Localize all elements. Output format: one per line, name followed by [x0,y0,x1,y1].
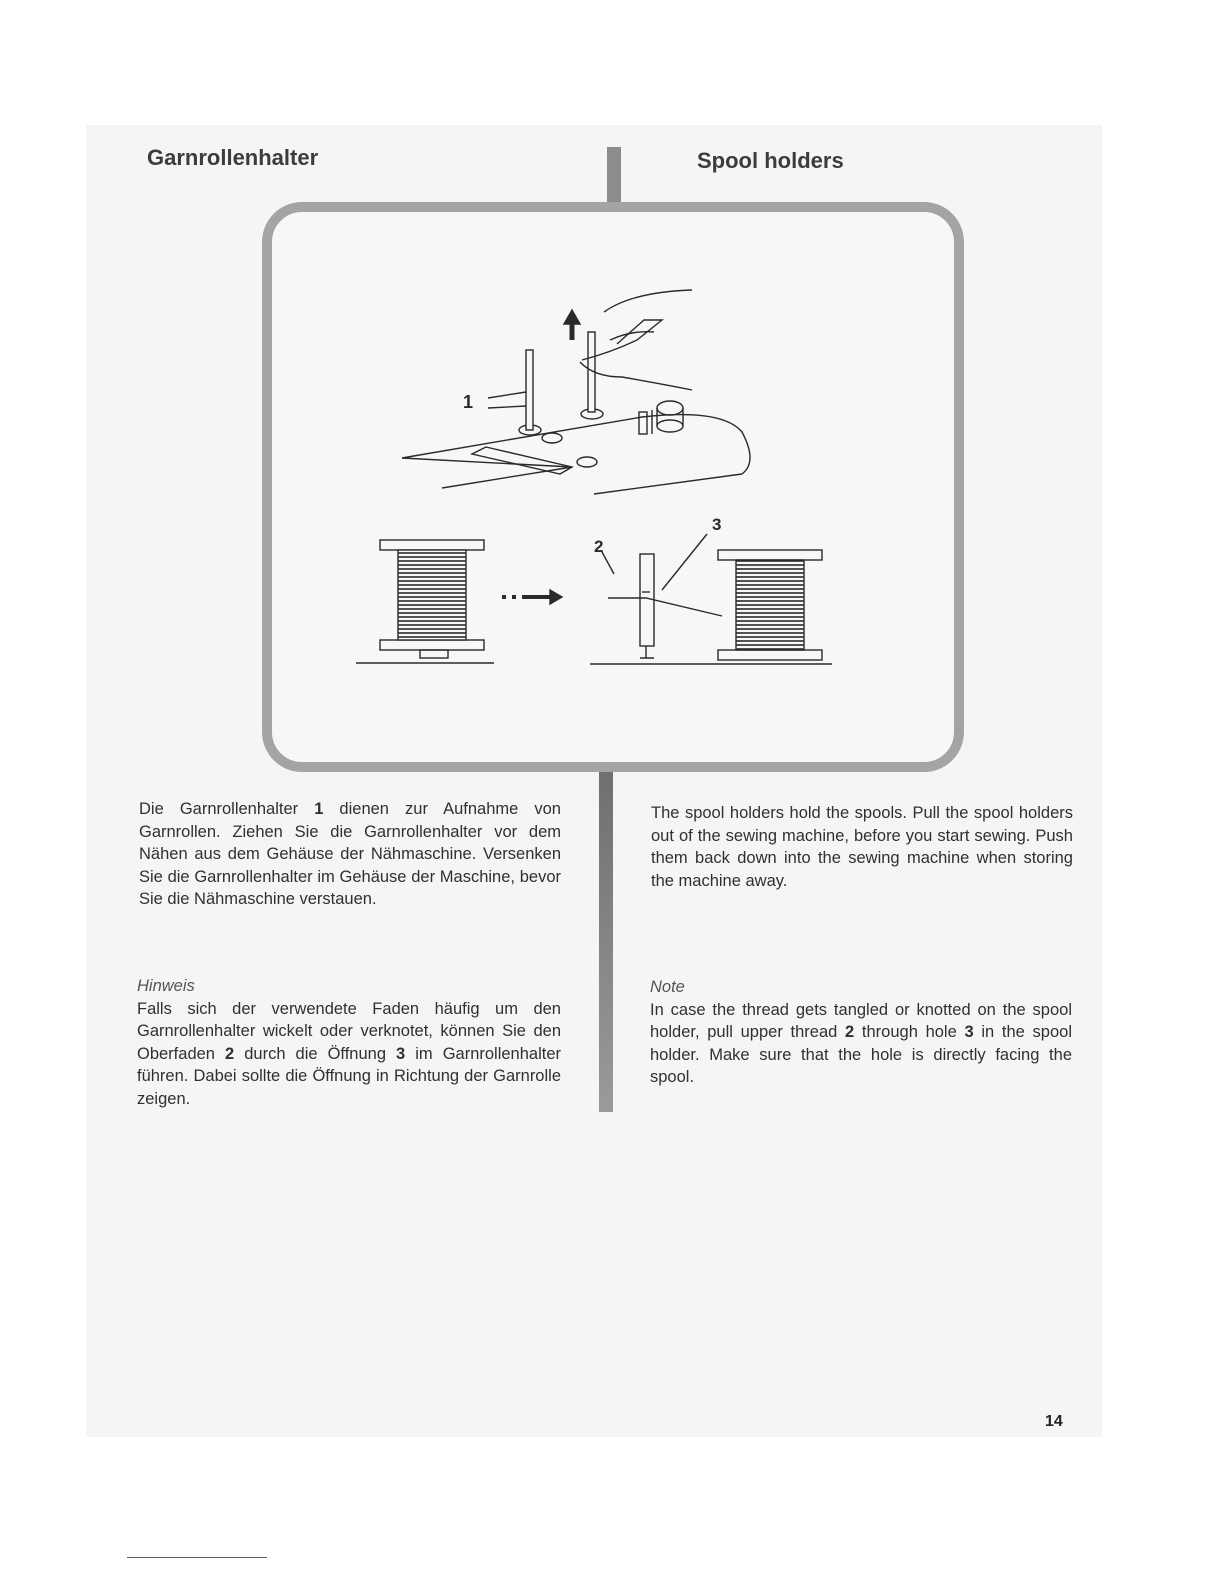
column-divider-bottom [599,760,613,1112]
right-spool-drawing [718,550,822,660]
spool-holder-illustration [272,212,954,762]
german-description: Die Garnrollenhalter 1 dienen zur Aufnahme von Garnrollen. Ziehen Sie die Garnrollenhalter vor dem Nähen aus dem Gehäuse der Nähmaschine. Versenken Sie die Garnrollenhalter im Gehäuse der Maschine, bevor Sie die Nähmaschine verstauen. [139,800,561,908]
heading-english: Spool holders [697,148,844,173]
machine-top-drawing [402,401,750,494]
page-number: 14 [1045,1413,1063,1430]
arrow-right-icon [502,590,562,604]
callout-3: 3 [712,515,722,534]
footer-link-underline [127,1557,267,1558]
german-note-title: Hinweis [137,977,195,995]
callout-1-leader [488,392,526,408]
german-note [137,975,561,1110]
hand-icon [580,290,692,390]
illustration-frame [262,202,964,772]
english-note-text: In case the thread gets tangled or knotted on the spool holder, pull upper thread 2 through hole 3 in the spool holder. Make sure that the hole is directly facing the spool. [650,1000,1072,1086]
column-divider-top [607,147,621,209]
spool-pins [526,332,595,430]
english-note [650,976,1072,1089]
english-description: The spool holders hold the spools. Pull the spool holders out of the sewing machine, before you start sewing. Push them back down into the sewing machine when storing the machine away. [651,804,1073,890]
german-note-text: Falls sich der verwendete Faden häufig um den Garnrollenhalter wickelt oder verknotet, können Sie den Oberfaden 2 durch die Öffnung 3 im Garnrollenhalter führen. Dabei sollte die Öffnung in Richtung der Garnrolle zeigen. [137,999,562,1108]
heading-german: Garnrollenhalter [147,145,319,170]
up-arrow-icon [564,310,580,340]
english-note-title: Note [650,978,685,996]
callout-1: 1 [463,392,474,412]
left-spool-drawing [356,540,494,663]
callout-2: 2 [594,537,604,556]
